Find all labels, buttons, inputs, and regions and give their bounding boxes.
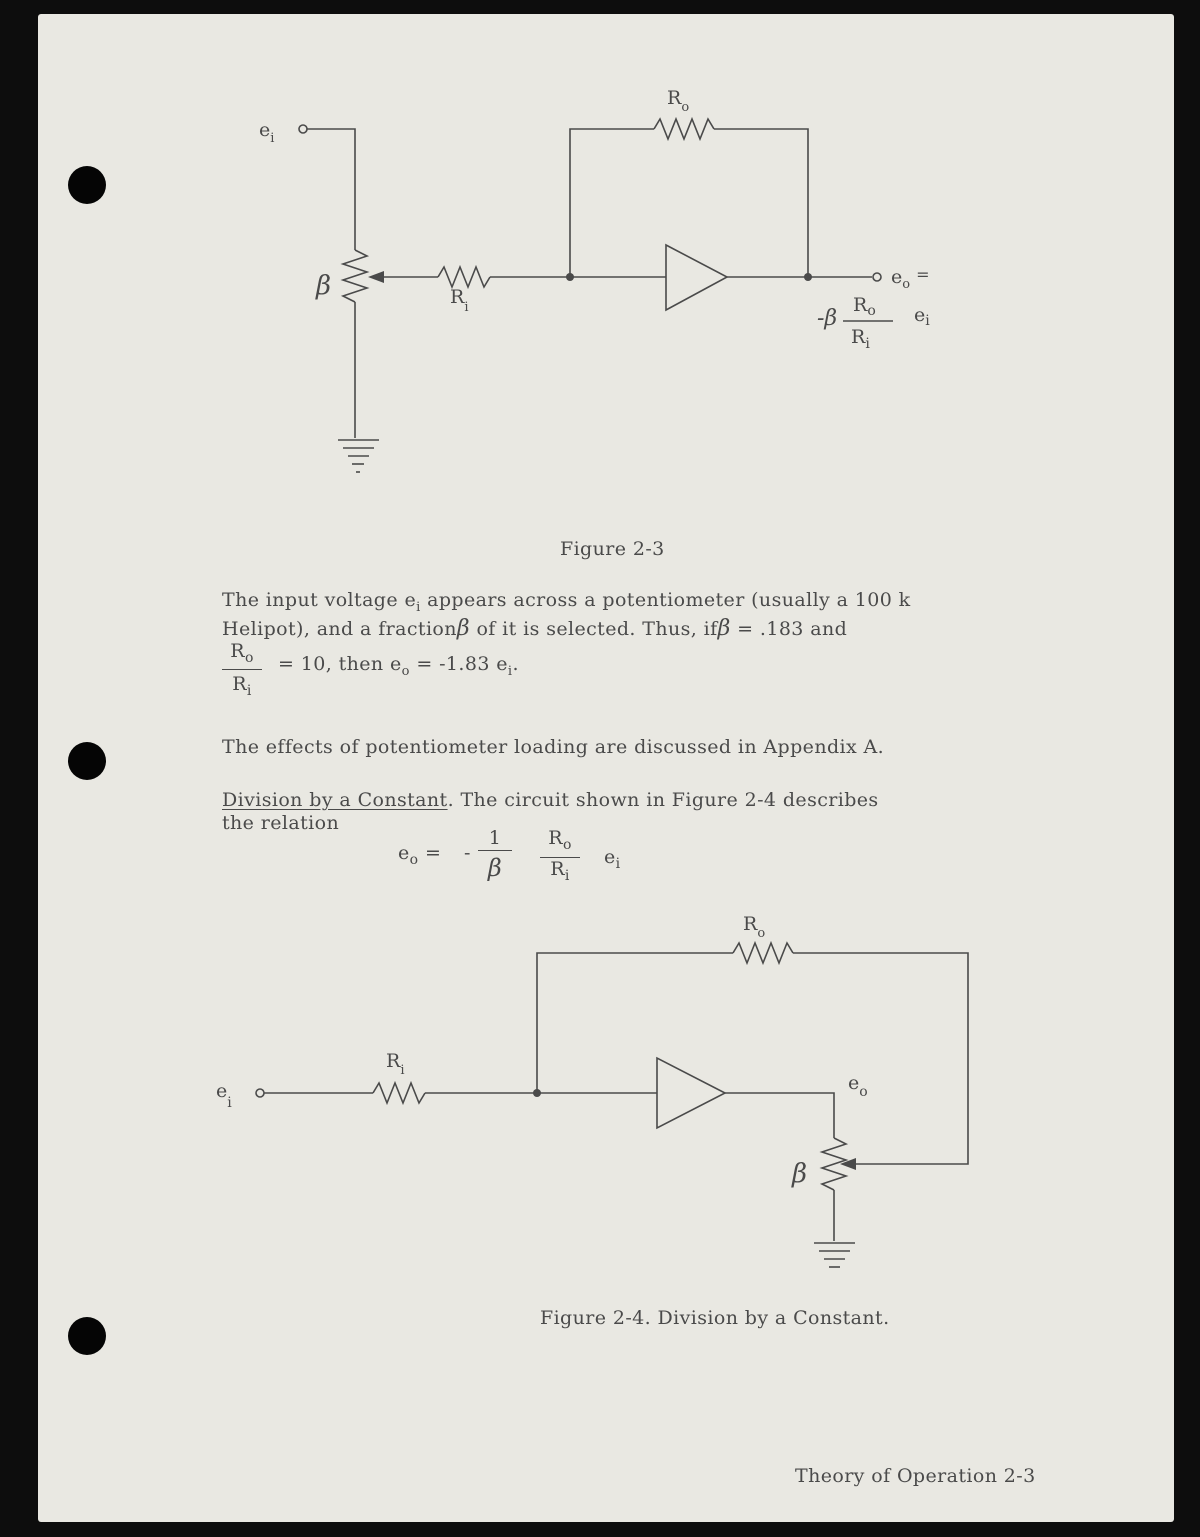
fig3-feedback-left-wire — [570, 129, 654, 277]
fig4-ground-symbol-icon — [814, 1243, 855, 1267]
fig3-ground-symbol-icon — [338, 440, 379, 472]
fig3-wiper-arrow-icon — [368, 271, 384, 283]
fig4-wiper-arrow-icon — [840, 1158, 856, 1170]
fig3-output-terminal — [873, 273, 881, 281]
figure-2-3-circuit — [259, 87, 930, 472]
equation-ro-over-ri-numerator: $R_o$ — [540, 826, 580, 858]
section-heading: Division by a Constant — [222, 789, 448, 811]
fig4-ro-label: $R_o$ — [743, 913, 766, 941]
equation-minus: - — [464, 842, 471, 864]
paragraph3-line1: Division by a Constant. The circuit shown in Figure 2-4 describes — [222, 789, 879, 811]
fig4-output-label: $e_o$ — [848, 1072, 868, 1100]
fig3-ei-label: $e_i$ — [914, 304, 930, 329]
page-footer: Theory of Operation 2-3 — [795, 1465, 1036, 1487]
equation-one-over-beta-numerator: 1 — [478, 826, 512, 851]
fig3-output-label: $e_o^=$ — [891, 265, 930, 292]
paragraph2: The effects of potentiometer loading are discussed in Appendix A. — [222, 736, 885, 758]
fig3-feedback-resistor — [654, 119, 714, 139]
equation-one-over-beta-denominator: β — [487, 854, 503, 882]
paragraph1-line2: Helipot), and a fractionβ of it is selected. Thus, ifβ = .183 and — [222, 616, 848, 641]
fig3-input-resistor — [438, 267, 490, 287]
figure-2-4-caption: Figure 2-4. Division by a Constant. — [540, 1307, 890, 1329]
paragraph1-line1: The input voltage $e_i$ appears across a potentiometer (usually a 100 k — [222, 589, 911, 615]
fig3-ro-label: $R_o$ — [667, 87, 690, 115]
fig4-feedback-left-wire — [537, 953, 733, 1093]
fig4-input-resistor — [373, 1083, 425, 1103]
equation-ro-over-ri-denominator: $R_i$ — [550, 858, 570, 884]
fig3-input-terminal — [299, 125, 307, 133]
fig4-amplifier-icon — [657, 1058, 725, 1128]
fig4-input-label: $e_i$ — [216, 1080, 232, 1111]
fig3-frac-denominator: $R_i$ — [851, 326, 870, 352]
figure-2-3-caption: Figure 2-3 — [560, 538, 665, 560]
fig3-feedback-right-wire — [714, 129, 808, 277]
fig3-amplifier-icon — [666, 245, 727, 310]
paragraph3-line2: the relation — [222, 812, 340, 834]
fig4-input-terminal — [256, 1089, 264, 1097]
figure-2-4-circuit — [216, 913, 968, 1267]
fig3-potentiometer — [343, 250, 367, 302]
fig4-feedback-right-wire — [793, 953, 968, 1164]
fig3-neg-beta-label: -β — [817, 306, 838, 331]
fig4-output-wire — [725, 1093, 834, 1138]
equation-ei: $e_i$ — [604, 846, 621, 872]
equation-lhs: $e_o$ = — [398, 842, 442, 868]
fig4-beta-label: β — [792, 1159, 808, 1189]
paragraph1-fraction-numerator: $R_o$ — [222, 640, 262, 670]
fig4-ri-label: $R_i$ — [386, 1050, 405, 1078]
fig3-input-label: $e_i$ — [259, 119, 275, 146]
fig3-output-node — [804, 273, 812, 281]
paragraph1-fraction-denominator: $R_i$ — [232, 673, 252, 699]
fig3-frac-numerator: $R_o$ — [853, 294, 876, 319]
fig3-ri-label: $R_i$ — [450, 286, 469, 315]
paragraph1-line3: = 10, then $e_o = -1.83$ $e_i$. — [278, 653, 519, 679]
fig4-feedback-resistor — [733, 943, 793, 963]
fig3-beta-label: β — [316, 271, 332, 301]
fig3-input-wire — [307, 129, 355, 250]
